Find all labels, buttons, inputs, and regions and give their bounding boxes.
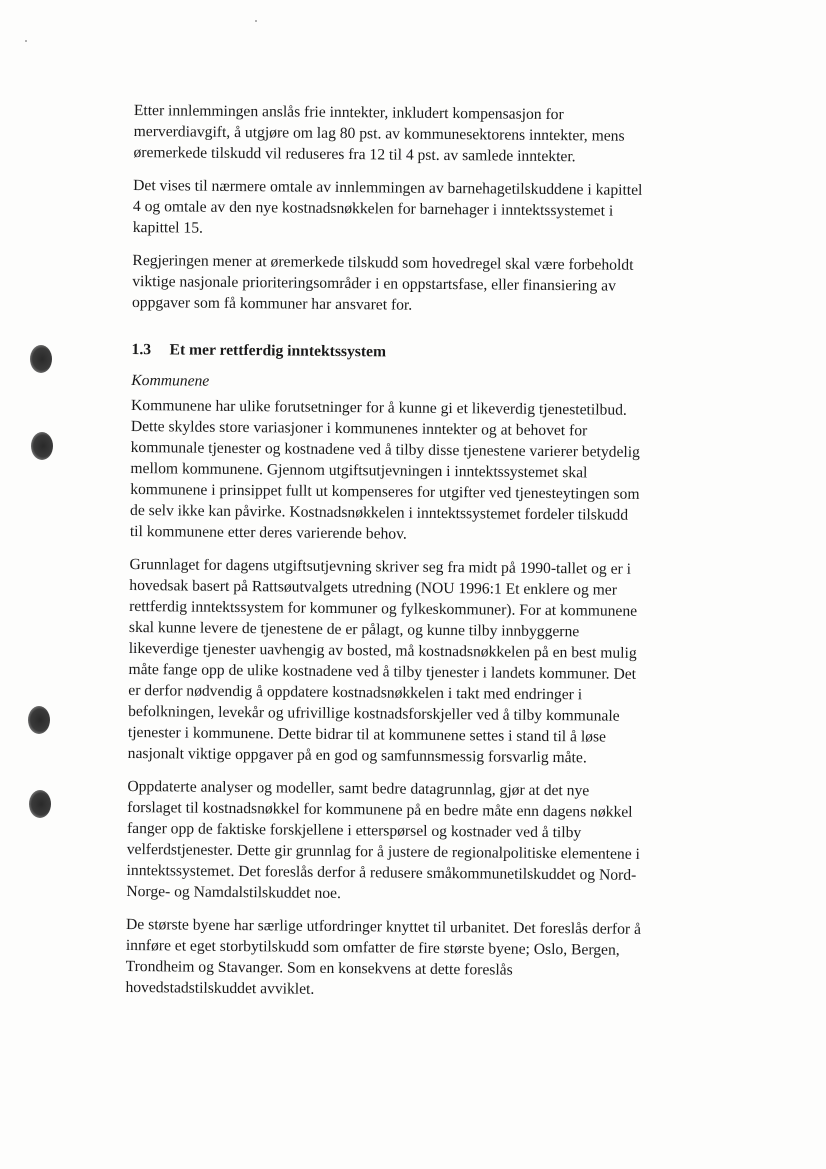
paragraph [128,554,710,770]
text-line: øremerkede tilskudd vil reduseres fra 12 til 4 pst. av samlede inntekter. [133,143,576,166]
text-line: måte fange opp de ulike kostnadene ved å tilby tjenester i landets kommuner. Det [128,660,637,683]
text-line: Det vises til nærmere omtale av innlemmingen av barnehagetilskuddene i kapittel [133,176,643,199]
section-number: 1.3 [131,340,152,359]
text-line: merverdiavgift, å utgjøre om lag 80 pst. av kommunesektorens inntekter, mens [133,122,625,145]
text-line: fanger opp de faktiske forskjellene i etterspørsel og kostnader ved å tilby [126,819,582,842]
punch-hole-3 [28,706,50,734]
text-line: Norge- og Namdalstilskuddet noe. [126,882,342,903]
scan-speck [255,20,257,22]
paragraph [126,776,707,908]
text-line: Trondheim og Stavanger. Som en konsekvens at dette foreslås [125,957,513,979]
punch-hole-2 [31,432,53,460]
text-line: er derfor nødvendig å oppdatere kostnadsnøkkelen i takt med endringer i [128,681,583,704]
text-line: tjenester i kommunene. Dette bidrar til at kommunene settes i stand til å løse [127,723,607,746]
text-line: De største byene har særlige utfordringer knyttet til urbanitet. Det foreslås derfor å [126,915,642,938]
text-line: kommunene i prinsippet fullt ut kompenseres for utgifter ved tjenesteytingen som [130,480,640,503]
text-line: 4 og omtale av den nye kostnadsnøkkelen for barnehager i inntektssystemet i [132,197,614,220]
paragraph [132,250,713,319]
text-line: Kommunene har ulike forutsetninger for å kunne gi et likeverdig tjenestetilbud. [130,396,627,419]
text-line: inntektssystemet. Det foreslås derfor å redusere småkommunetilskuddet og Nord- [126,861,637,884]
punch-hole-4 [29,790,51,818]
text-line: hovedsak basert på Rattsøutvalgets utredning (NOU 1996:1 Et enklere og mer [129,576,618,599]
text-line: kommunale tjenester og kostnadene ved å tilby disse tjenestene varierer betydelig [130,438,640,461]
text-line: de selv ikke kan påvirke. Kostnadsnøkkelen i inntektssystemet fordeler tilskudd [129,501,629,524]
text-line: nasjonalt viktige oppgaver på en god og samfunnsmessig forsvarlig måte. [127,744,587,767]
text-line: innføre et eget storbytilskudd som omfatter de fire største byene; Oslo, Bergen, [125,936,620,959]
document-body [125,100,714,1016]
paragraph [133,175,714,244]
paragraph [133,100,714,169]
text-line: velferdstjenester. Dette gir grunnlag for å justere de regionalpolitiske elementene i [126,840,640,863]
paragraph [125,914,706,1004]
text-line: viktige nasjonale prioriteringsområder i en oppstartsfase, eller finansiering av [132,272,617,295]
text-line: Dette skyldes store variasjoner i kommunenes inntekter og at behovet for [130,417,588,440]
text-line: Etter innlemmingen anslås frie inntekter, inkludert kompensasjon for [133,101,564,124]
subheading: Kommunene [131,371,210,390]
punch-hole-1 [30,345,52,373]
text-line: likeverdige tjenester uavhengig av bosted, må kostnadsnøkkelen på en best mulig [128,639,637,662]
scan-speck [25,40,27,42]
text-line: rettferdig inntektssystem for kommuner og fylkeskommuner). For at kommunene [129,597,638,620]
text-line: mellom kommunene. Gjennom utgiftsutjevningen i inntektssystemet skal [130,459,588,482]
text-line: Regjeringen mener at øremerkede tilskudd som hovedregel skal være forbeholdt [132,251,634,274]
text-line: oppgaver som få kommuner har ansvaret for. [131,293,413,314]
paragraph [130,395,711,548]
text-line: Oppdaterte analyser og modeller, samt bedre datagrunnlag, gjør at det nye [127,777,590,800]
text-line: skal kunne levere de tjenestene de er pålagt, og kunne tilby innbyggerne [128,618,580,641]
section-title: Et mer rettferdig inntektssystem [169,341,387,361]
text-line: hovedstadstilskuddet avviklet. [125,978,315,998]
text-line: forslaget til kostnadsnøkkel for kommunene på en bedre måte enn dagens nøkkel [127,798,633,821]
text-line: til kommunene etter deres varierende behov. [129,522,407,543]
text-line: befolkningen, levekår og ufrivillige kostnadsforskjeller ved å tilby kommunale [128,702,620,725]
text-line: Grunnlaget for dagens utgiftsutjevning skriver seg fra midt på 1990-tallet og er i [129,555,632,578]
section-heading [132,339,712,366]
text-line: kapittel 15. [132,218,204,237]
